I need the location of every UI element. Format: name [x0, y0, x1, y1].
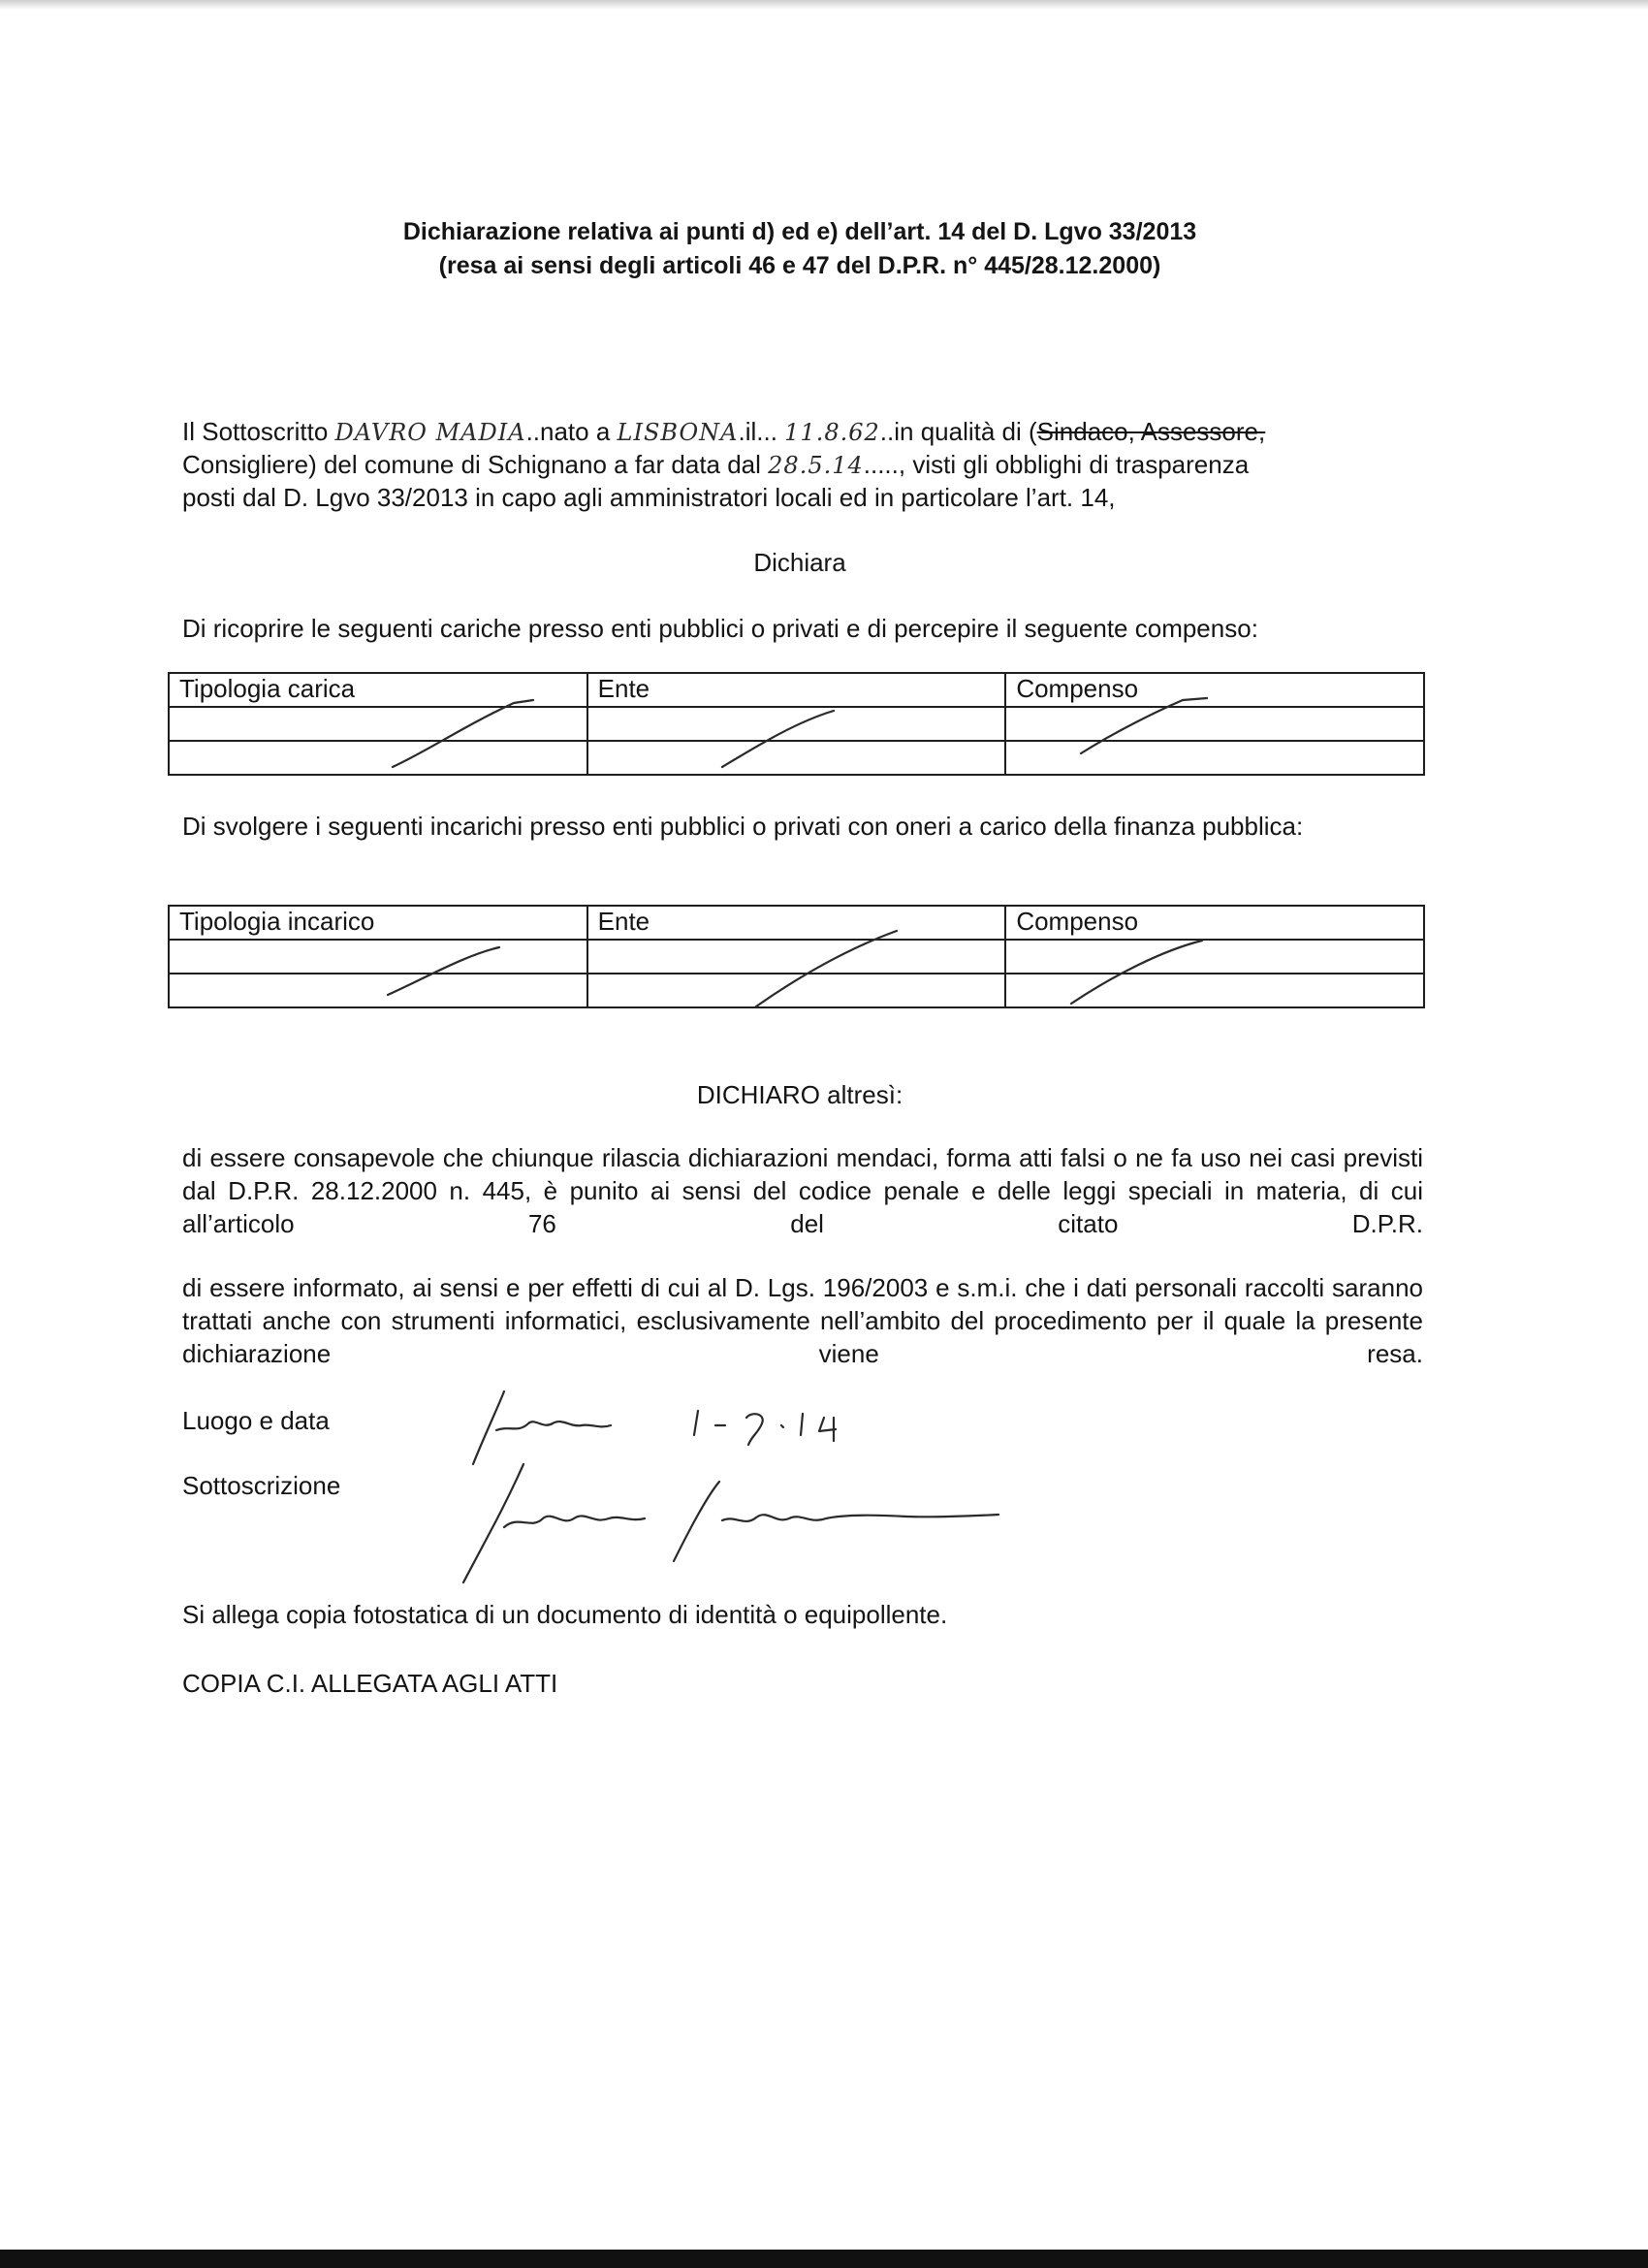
table-cell [1005, 741, 1424, 775]
table-row [169, 940, 1424, 974]
table-row [169, 741, 1424, 775]
scan-bottom-edge [0, 2250, 1648, 2268]
table-cell [169, 940, 587, 974]
table-cell [587, 707, 1006, 741]
table-cell [587, 940, 1006, 974]
column-header-tipologia: Tipologia carica [169, 673, 587, 707]
dichiaro-altresi-heading: DICHIARO altresì: [696, 1080, 903, 1109]
table-cell [169, 741, 587, 775]
table-header-row [169, 673, 1424, 707]
column-header-ente: Ente [587, 906, 1006, 940]
handwritten-signature [674, 1482, 998, 1561]
table-cell [1005, 940, 1424, 974]
section2-text: Di svolgere i seguenti incarichi presso enti pubblici o privati con oneri a carico della finanza pubblica: [182, 812, 1304, 841]
luogo-data-label: Luogo e data [182, 1406, 330, 1435]
allegato-note: Si allega copia fotostatica di un documento di identità o equipollente. [182, 1600, 948, 1629]
incarichi-table [168, 905, 1425, 1008]
table-cell [169, 707, 587, 741]
paragraph-consapevole: di essere consapevole che chiunque rilascia dichiarazioni mendaci, forma atti falsi o ne fa uso nei casi previsti dal D.P.R. 28.12.2000 n. 445, è punito ai sensi del codice penale e delle leggi speciali in materia, di cui all’articolo 76 del citato D.P.R. [182, 1143, 1423, 1238]
handwritten-birthdate: 11.8.62 [784, 419, 880, 446]
intro-line-1 [182, 415, 1423, 449]
struck-roles: Sindaco, Assessore, [1036, 417, 1266, 446]
table-cell [587, 741, 1006, 775]
handwritten-name: DAVRO MADIA [334, 419, 526, 446]
table-row [169, 707, 1424, 741]
table-header-row [169, 906, 1424, 940]
column-header-compenso: Compenso [1005, 673, 1424, 707]
paragraph-informato: di essere informato, ai sensi e per effetti di cui al D. Lgs. 196/2003 e s.m.i. che i dati personali raccolti saranno trattati anche con strumenti informatici, esclusivamente nell’ambito del procedimento per il quale la presente dichiarazione viene resa. [182, 1273, 1423, 1368]
intro-role-lead: ..in qualità di ( [879, 417, 1037, 446]
scan-top-edge [0, 0, 1648, 10]
table-cell [1005, 974, 1424, 1007]
intro-prefix: Il Sottoscritto [182, 417, 329, 446]
handwritten-place-date [473, 1391, 611, 1464]
document-subtitle: (resa ai sensi degli articoli 46 e 47 del D.P.R. n° 445/28.12.2000) [438, 252, 1161, 279]
sottoscrizione-label: Sottoscrizione [182, 1471, 341, 1500]
column-header-compenso: Compenso [1005, 906, 1424, 940]
column-header-tipologia: Tipologia incarico [169, 906, 587, 940]
intro-il: .il... [738, 417, 777, 446]
section1-text: Di ricoprire le seguenti cariche presso enti pubblici o privati e di percepire il seguente compenso: [182, 614, 1258, 643]
intro-line-3: posti dal D. Lgvo 33/2013 in capo agli amministratori locali ed in particolare l’art. 14, [182, 483, 1116, 512]
intro-nato-a: ..nato a [525, 417, 611, 446]
document-title: Dichiarazione relativa ai punti d) ed e) dell’art. 14 del D. Lgvo 33/2013 [402, 218, 1197, 245]
intro-line-2 [182, 448, 1423, 482]
handwritten-signature [463, 1464, 645, 1582]
intro-line2-start: Consigliere) del comune di Schignano a far data dal [182, 450, 761, 479]
column-header-ente: Ente [587, 673, 1006, 707]
cariche-table [168, 672, 1425, 776]
copia-note: COPIA C.I. ALLEGATA AGLI ATTI [182, 1669, 558, 1698]
table-cell [169, 974, 587, 1007]
handwritten-birthplace: LISBONA [617, 419, 739, 446]
table-row [169, 974, 1424, 1007]
table-cell [587, 974, 1006, 1007]
dichiara-heading: Dichiara [753, 548, 846, 577]
handwritten-start-date: 28.5.14 [768, 452, 864, 479]
handwritten-place-date [694, 1411, 836, 1445]
table-cell [1005, 707, 1424, 741]
intro-line2-end: ....., visti gli obblighi di trasparenza [863, 450, 1250, 479]
